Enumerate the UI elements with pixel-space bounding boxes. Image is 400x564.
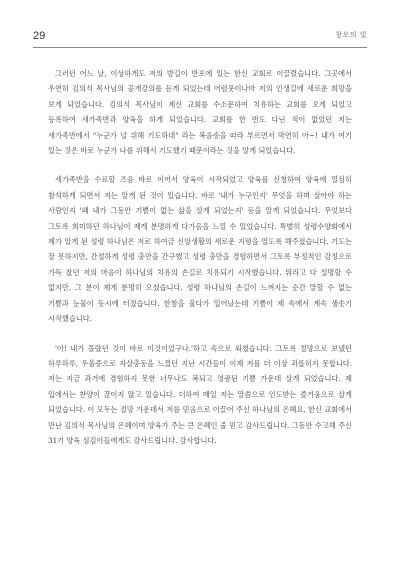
paragraph: '아! 내가 몰랐던 것이 바로 이것이었구나.'하고 속으로 외쳤습니다. 그토록 절망으로 보냈던 하루하루, 우울증으로 자살충동을 느꼈던 지난 시간들이 이제 저를 더 이상 괴롭히지 못합니다. 저는 지금 과거에 경험하지 못한 너무나도 복되고 영광된 기쁨 가운데 살게 되었습니다. 제 입에서는 찬양이 끊이지 않고 있습니다. 더하여 매일 저는 말씀으로 인도받는 즐거움으로 살게 되었습니다. 이 모두는 절망 가운데서 저를 믿음으로 이끌어 주신 하나님의 은혜요, 한신 교회에서 만난 김의식 목사님의 은혜이며 양육가 주는 큰 은혜인 줄 믿고 감사드립니다. 그동안 수고해 주신 31기 양육 섬김이들에게도 감사드립니다. 감사합니다. xyxy=(48,343,352,445)
header-divider xyxy=(33,47,367,48)
body-text xyxy=(48,66,352,462)
page-header xyxy=(33,30,367,44)
paragraph: 새가족반을 수료할 즈음 바로 이어서 양육이 시작되었고 양육를 신청하여 양육에 열심히 참석하게 되면서 저는 알게 된 것이 있습니다. 바로 '내가 누구인지' 무엇을 하며 살아야 하는 사람인지 '왜 내가 그동안 기쁨이 없는 삶을 살게 되었는지' 등을 알게 되었습니다. 무엇보다 그토록 희미하던 하나님이 제게 분명하게 다가옴을 느낄 수 있었습니다. 특별히 성령수양회에서 제가 알게 된 성령 하나님은 저로 하여금 신앙생활의 새로운 지평을 열도록 해주셨습니다. 기도는 잘 못하지만, 간절하게 성령 충만을 간구했고 성령 충만을 경험하면서 그토록 부정적인 감정으로 가득 찼던 저의 마음이 하나님의 치유의 손길로 치유되기 시작했습니다. 뭐라고 다 설명할 수 없지만, 그 분이 제게 분명히 오셨습니다. 성령 하나님의 손길이 느껴지는 순간 말할 수 없는 기쁨과 눈물이 동시에 터졌습니다. 한참을 울다가 일어났는데 기쁨이 제 속에서 계속 샘솟기 시작했습니다. xyxy=(48,175,352,324)
page-number: 29 xyxy=(33,30,46,42)
running-title: 창오의 빛 xyxy=(335,31,367,39)
paragraph: 그러던 어느 날, 이상하게도 저의 발길이 반포에 있는 한신 교회로 이끌렸습니다. 그곳에서 우연히 김의식 목사님의 공개강의를 듣게 되었는데 어렴풋이나마 저의 인생길에 새로운 희망을 보게 되었습니다. 김의식 목사님이 계신 교회를 수소문하여 치유하는 교회를 오게 되었고 등록하여 새가족반과 양육을 하게 되었습니다. 교회를 한 번도 다닌 적이 없었던 저는 새가족반에서 "누군가 널 위해 기도하네" 라는 복음송을 따라 부르면서 막연히 아~! 내가 여기 있는 것은 바로 누군가 나를 위해서 기도했기 때문이라는 것을 알게 되었습니다. xyxy=(48,69,352,156)
